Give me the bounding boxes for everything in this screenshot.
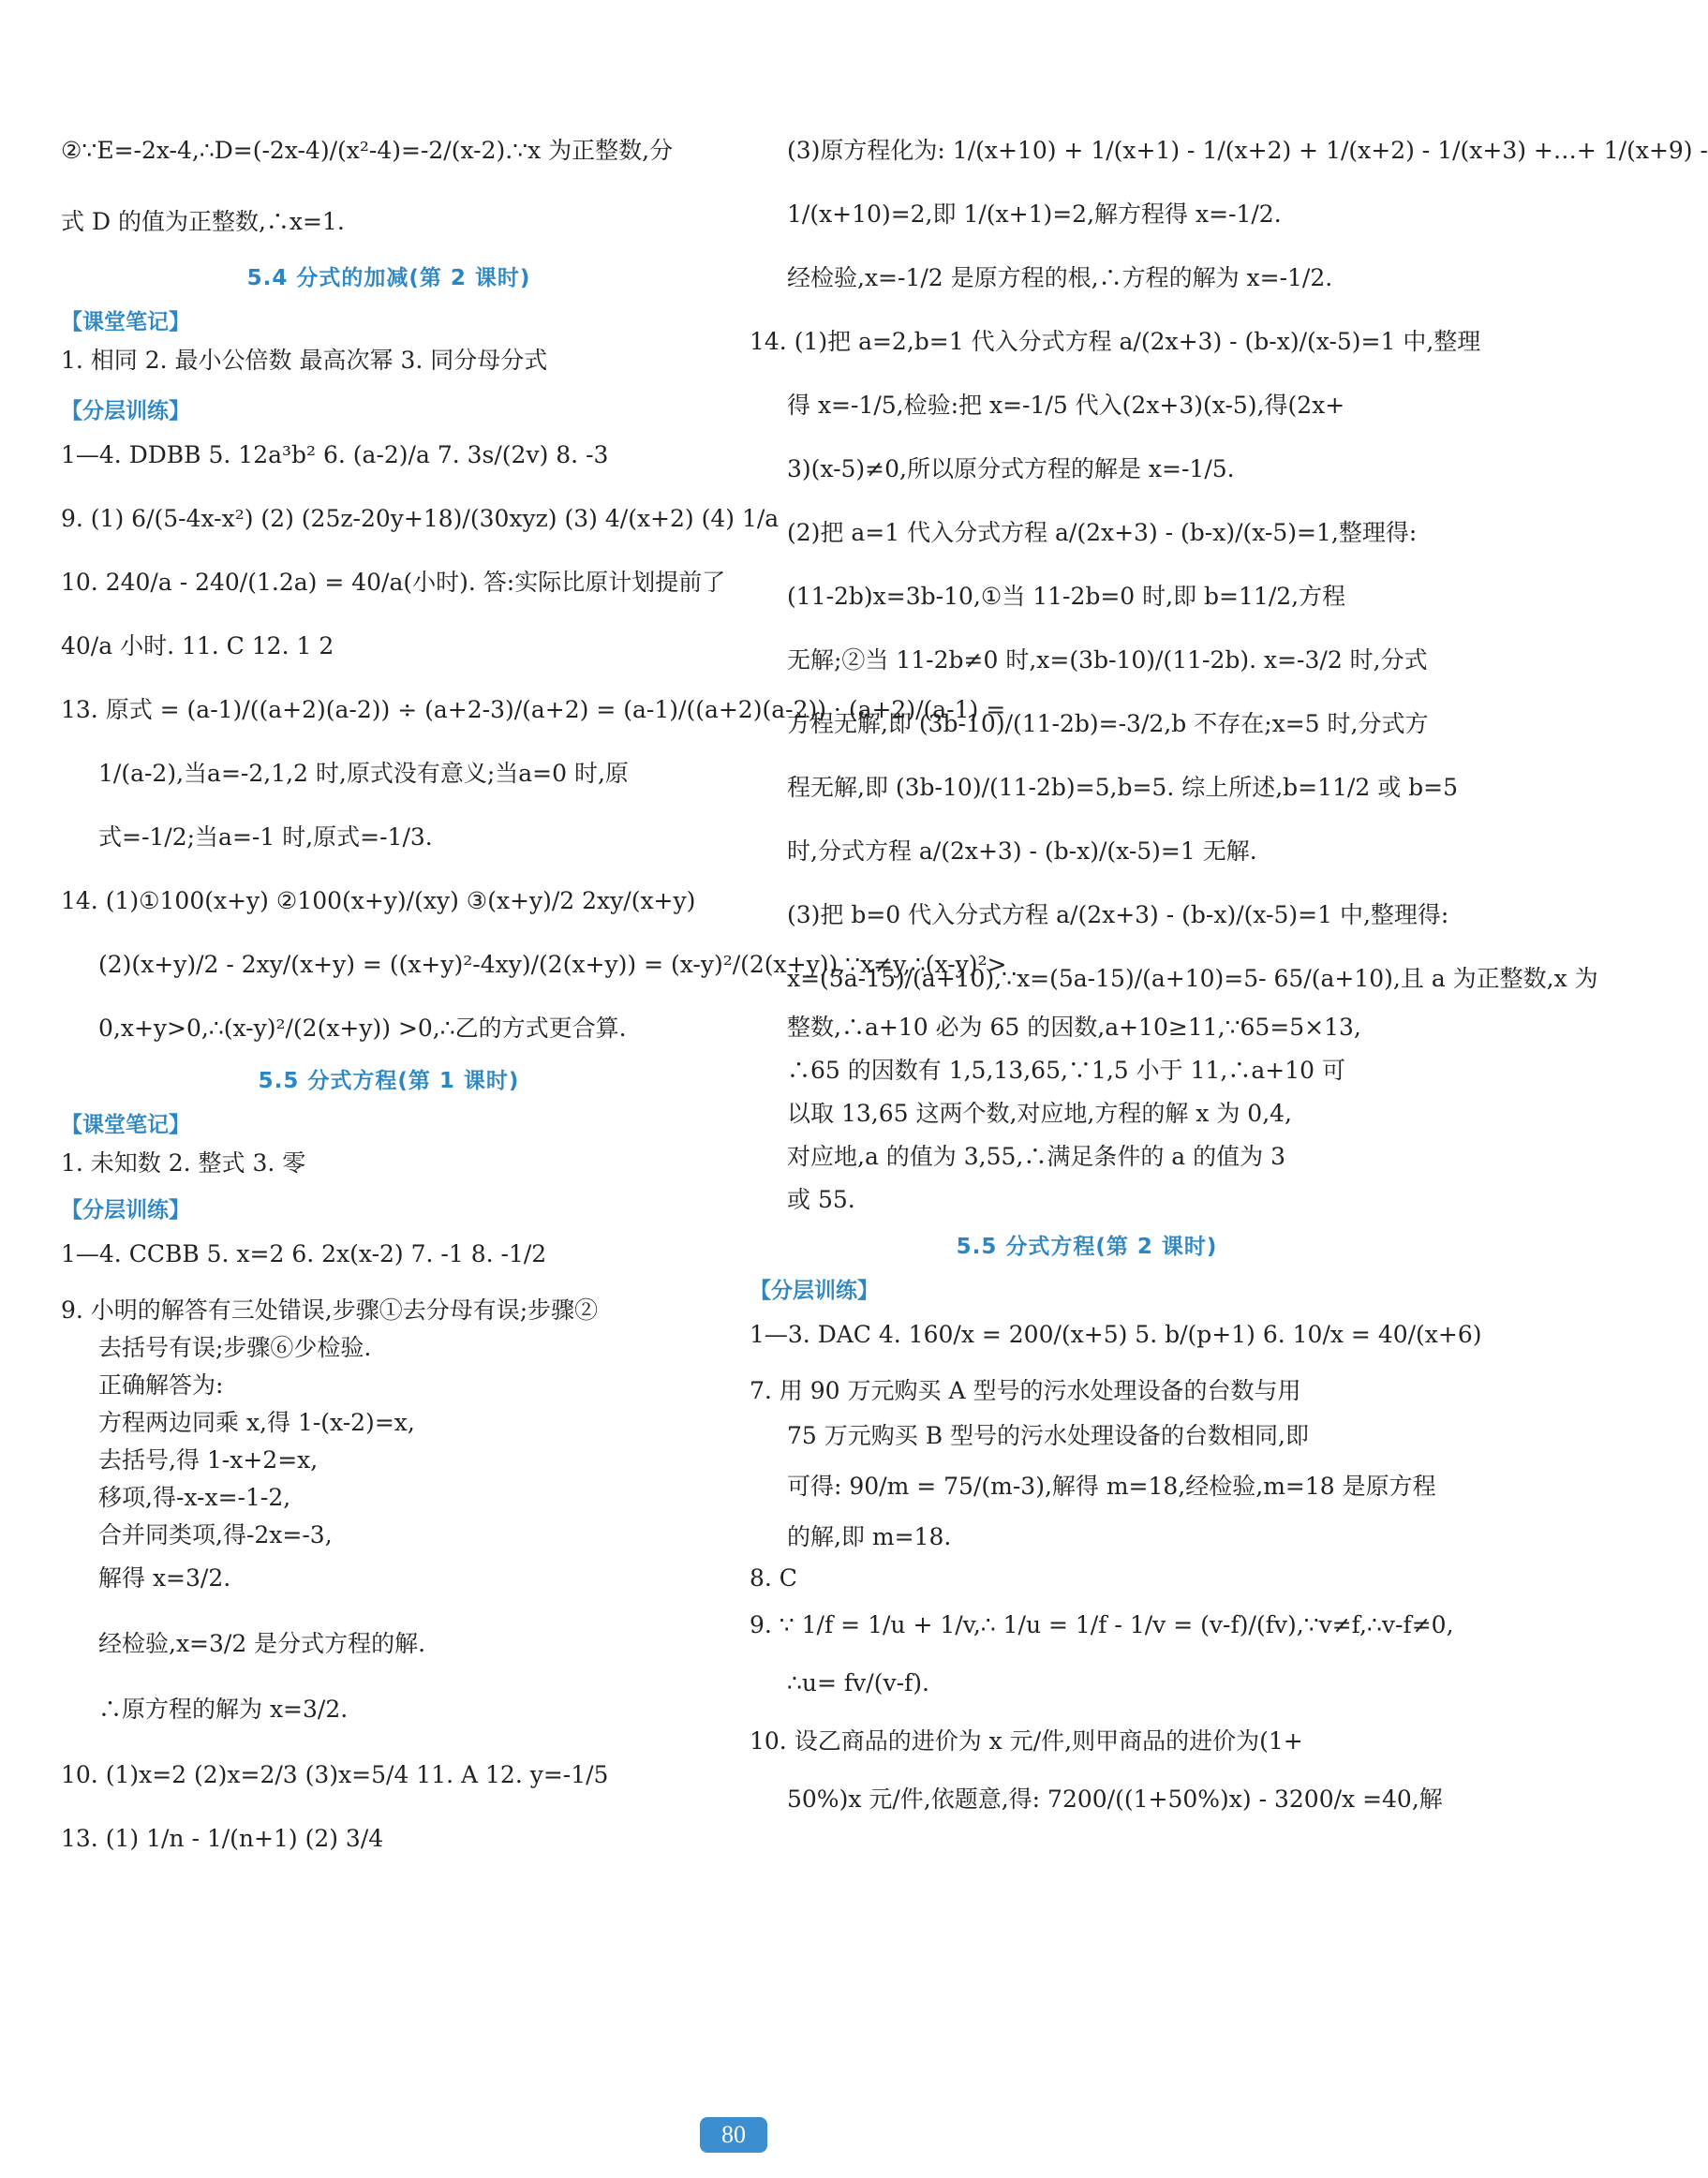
answer-line: 10. 设乙商品的进价为 x 元/件,则甲商品的进价为(1+ — [750, 1727, 1303, 1755]
answer-line: 10. 240/a - 240/(1.2a) = 40/a(小时). 答:实际比原计划提前了 — [61, 569, 726, 596]
answer-line: 13. (1) 1/n - 1/(n+1) (2) 3/4 — [61, 1825, 384, 1852]
page-number: 80 — [700, 2117, 767, 2153]
answer-line: 的解,即 m=18. — [787, 1523, 952, 1550]
answer-line: 1—3. DAC 4. 160/x = 200/(x+5) 5. b/(p+1) 6. 10/x = 40/(x+6) — [750, 1321, 1482, 1348]
answer-line: 8. C — [750, 1564, 797, 1592]
answer-line: 去括号,得 1-x+2=x, — [98, 1446, 319, 1474]
answer-line: 去括号有误;步骤⑥少检验. — [98, 1334, 372, 1361]
answer-line: 程无解,即 (3b-10)/(11-2b)=5,b=5. 综上所述,b=11/2 或 b=5 — [787, 774, 1459, 801]
answer-line: 3)(x-5)≠0,所以原分式方程的解是 x=-1/5. — [787, 455, 1235, 482]
answer-line: 式 D 的值为正整数,∴x=1. — [61, 208, 345, 235]
answer-line: 1/(x+10)=2,即 1/(x+1)=2,解方程得 x=-1/2. — [787, 200, 1282, 228]
section-tag: 【课堂笔记】 — [61, 310, 190, 334]
section-tag: 【分层训练】 — [750, 1279, 879, 1303]
answer-line: 9. ∵ 1/f = 1/u + 1/v,∴ 1/u = 1/f - 1/v = (v-f)/(fv),∵v≠f,∴v-f≠0, — [750, 1611, 1454, 1638]
answer-line: 14. (1)把 a=2,b=1 代入分式方程 a/(2x+3) - (b-x)/(x-5)=1 中,整理 — [750, 328, 1481, 355]
answer-line: x=(5a-15)/(a+10),∵x=(5a-15)/(a+10)=5- 65/(a+10),且 a 为正整数,x 为 — [787, 965, 1598, 992]
answer-line: 方程两边同乘 x,得 1-(x-2)=x, — [98, 1409, 415, 1436]
answer-line: 时,分式方程 a/(2x+3) - (b-x)/(x-5)=1 无解. — [787, 837, 1257, 865]
answer-line: 0,x+y>0,∴(x-y)²/(2(x+y)) >0,∴乙的方式更合算. — [98, 1015, 627, 1042]
section-tag: 【分层训练】 — [61, 399, 190, 423]
answer-line: 50%)x 元/件,依题意,得: 7200/((1+50%)x) - 3200/x =40,解 — [787, 1785, 1443, 1813]
answer-line: (2)把 a=1 代入分式方程 a/(2x+3) - (b-x)/(x-5)=1,整理得: — [787, 519, 1418, 546]
answer-line: 以取 13,65 这两个数,对应地,方程的解 x 为 0,4, — [787, 1100, 1293, 1127]
right-column — [750, 131, 1708, 1819]
section-tag: 【分层训练】 — [61, 1198, 190, 1222]
answer-line: 可得: 90/m = 75/(m-3),解得 m=18,经检验,m=18 是原方程 — [787, 1473, 1436, 1500]
answer-line: 40/a 小时. 11. C 12. 1 2 — [61, 632, 334, 659]
answer-line: 正确解答为: — [98, 1371, 224, 1399]
answer-line: 方程无解,即 (3b-10)/(11-2b)=-3/2,b 不存在;x=5 时,分式方 — [787, 710, 1429, 737]
answer-line: 对应地,a 的值为 3,55,∴满足条件的 a 的值为 3 — [787, 1143, 1286, 1170]
answer-line: 10. (1)x=2 (2)x=2/3 (3)x=5/4 11. A 12. y=-1/5 — [61, 1761, 609, 1788]
section-title: 5.5 分式方程(第 1 课时) — [258, 1069, 520, 1093]
answer-line: 1. 未知数 2. 整式 3. 零 — [61, 1149, 306, 1177]
answer-line: 1—4. CCBB 5. x=2 6. 2x(x-2) 7. -1 8. -1/2 — [61, 1240, 547, 1267]
answer-line: 合并同类项,得-2x=-3, — [98, 1521, 333, 1548]
answer-line: ∴原方程的解为 x=3/2. — [98, 1696, 349, 1723]
answer-line: 9. (1) 6/(5-4x-x²) (2) (25z-20y+18)/(30xyz) (3) 4/(x+2) (4) 1/a — [61, 505, 780, 532]
section-tag: 【课堂笔记】 — [61, 1113, 190, 1137]
answer-line: ∴65 的因数有 1,5,13,65,∵1,5 小于 11,∴a+10 可 — [787, 1057, 1345, 1084]
answer-line: 移项,得-x-x=-1-2, — [98, 1484, 291, 1511]
answer-line: 经检验,x=-1/2 是原方程的根,∴方程的解为 x=-1/2. — [787, 264, 1333, 291]
answer-line: 无解;②当 11-2b≠0 时,x=(3b-10)/(11-2b). x=-3/2 时,分式 — [787, 646, 1428, 674]
answer-line: (3)把 b=0 代入分式方程 a/(2x+3) - (b-x)/(x-5)=1 中,整理得: — [787, 901, 1449, 928]
answer-line: 9. 小明的解答有三处错误,步骤①去分母有误;步骤② — [61, 1296, 599, 1324]
section-title: 5.4 分式的加减(第 2 课时) — [246, 266, 531, 290]
answer-line: ②∵E=-2x-4,∴D=(-2x-4)/(x²-4)=-2/(x-2).∵x 为正整数,分 — [61, 137, 674, 164]
answer-line: 得 x=-1/5,检验:把 x=-1/5 代入(2x+3)(x-5),得(2x+ — [787, 392, 1345, 419]
answer-line: 经检验,x=3/2 是分式方程的解. — [98, 1630, 426, 1657]
answer-line: (11-2b)x=3b-10,①当 11-2b=0 时,即 b=11/2,方程 — [787, 583, 1346, 610]
answer-line: (2)(x+y)/2 - 2xy/(x+y) = ((x+y)²-4xy)/(2(x+y)) = (x-y)²/(2(x+y)),∵x≠y,∴(x-y)²> — [98, 951, 1007, 978]
answer-line: 75 万元购买 B 型号的污水处理设备的台数相同,即 — [787, 1422, 1309, 1449]
answer-line: 或 55. — [787, 1186, 855, 1213]
answer-line: 7. 用 90 万元购买 A 型号的污水处理设备的台数与用 — [750, 1377, 1301, 1404]
answer-line: 1/(a-2),当a=-2,1,2 时,原式没有意义;当a=0 时,原 — [98, 760, 629, 787]
answer-line: 整数,∴a+10 必为 65 的因数,a+10≥11,∵65=5×13, — [787, 1014, 1361, 1041]
answer-line: 式=-1/2;当a=-1 时,原式=-1/3. — [98, 823, 433, 851]
answer-line: 解得 x=3/2. — [98, 1564, 231, 1592]
answer-line: (3)原方程化为: 1/(x+10) + 1/(x+1) - 1/(x+2) + 1/(x+2) - 1/(x+3) +…+ 1/(x+9) - — [787, 137, 1708, 164]
answer-line: ∴u= fv/(v-f). — [787, 1669, 929, 1696]
section-title: 5.5 分式方程(第 2 课时) — [956, 1235, 1218, 1259]
answer-line: 13. 原式 = (a-1)/((a+2)(a-2)) ÷ (a+2-3)/(a+2) = (a-1)/((a+2)(a-2)) · (a+2)/(a-1) = — [61, 696, 1006, 723]
answer-line: 1. 相同 2. 最小公倍数 最高次幂 3. 同分母分式 — [61, 347, 548, 374]
answer-line: 14. (1)①100(x+y) ②100(x+y)/(xy) ③(x+y)/2 2xy/(x+y) — [61, 887, 696, 914]
answer-line: 1—4. DDBB 5. 12a³b² 6. (a-2)/a 7. 3s/(2v) 8. -3 — [61, 441, 609, 468]
